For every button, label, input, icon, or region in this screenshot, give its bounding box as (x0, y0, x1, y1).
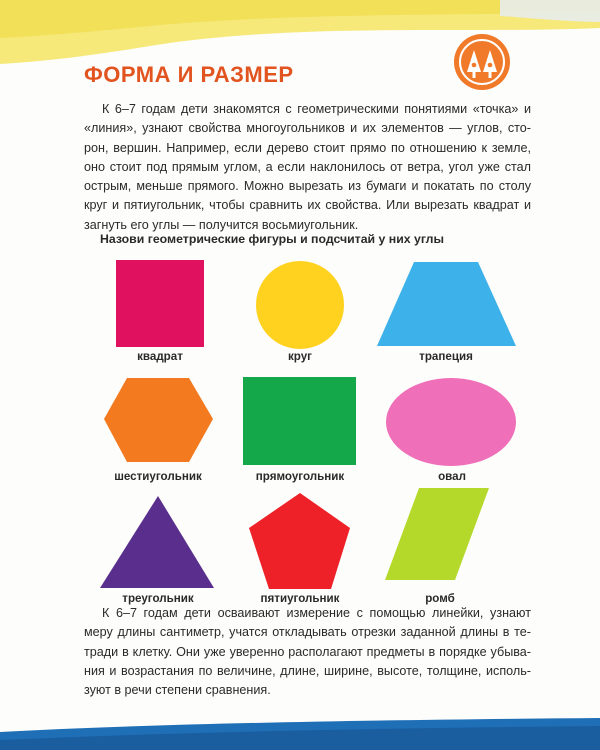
shape-label-oval: овал (438, 470, 466, 483)
triangle-shape (100, 496, 214, 588)
oval-shape (386, 378, 516, 466)
paragraph-line: меру длины сантиметр, учатся откладывать отрезки заданной длины в те- (84, 625, 531, 640)
square-shape (116, 260, 204, 347)
paragraph-line: круг и пятиугольник, чтобы сравнить их свойства. Или вырезать квадрат и (84, 198, 531, 213)
shape-label-rhombus: ромб (425, 592, 455, 605)
shape-label-square: квадрат (137, 350, 183, 363)
paragraph-line: загнуть его углы — получится восьмиугольник. (84, 217, 359, 232)
rhombus-shape (385, 488, 489, 580)
bottom-decorative-band (0, 718, 600, 750)
paragraph-line: К 6–7 годам дети осваивают измерение с помощью линейки, узнают (102, 606, 531, 620)
paragraph-line: острым, меньше прямого. Можно вырезать из бумаги и покатать по столу (84, 179, 531, 194)
shape-label-pentagon: пятиугольник (260, 592, 340, 605)
measurement-paragraph (84, 604, 531, 700)
section-title: ФОРМА И РАЗМЕР (84, 62, 294, 87)
paragraph-line: рон, вершин. Например, если дерево стоит прямо по отношению к земле, (84, 140, 531, 155)
paragraph-line: ния и возрастания по величине, длине, ширине, высоте, толщине, исполь- (84, 663, 531, 678)
shape-label-trapezoid: трапеция (419, 350, 473, 363)
trapezoid-shape (377, 262, 516, 346)
paragraph-line: К 6–7 годам дети знакомятся с геометрическими понятиями «точка» и (102, 102, 531, 116)
shape-label-circle: круг (287, 350, 312, 363)
hexagon-shape (104, 378, 213, 462)
shape-label-hexagon: шестиугольник (114, 470, 202, 483)
paragraph-line: «линия», узнают свойства многоугольников и их элементов — углов, сто- (84, 121, 531, 136)
task-prompt: Назови геометрические фигуры и подсчитай у них углы (100, 232, 444, 246)
paragraph-line: тради в клетку. Они уже уверенно располагают предметы в порядке убыва- (84, 644, 531, 659)
shape-label-triangle: треугольник (122, 592, 194, 605)
circle-shape (256, 261, 344, 349)
paragraph-line: оно стоит под прямым углом, а если наклонилось от ветра, угол уже стал (84, 159, 531, 174)
rectangle-shape (243, 377, 356, 465)
shape-label-rectangle: прямоугольник (255, 470, 345, 483)
paragraph-line: зуют в речи степени сравнения. (84, 683, 271, 698)
pentagon-shape (249, 493, 350, 589)
